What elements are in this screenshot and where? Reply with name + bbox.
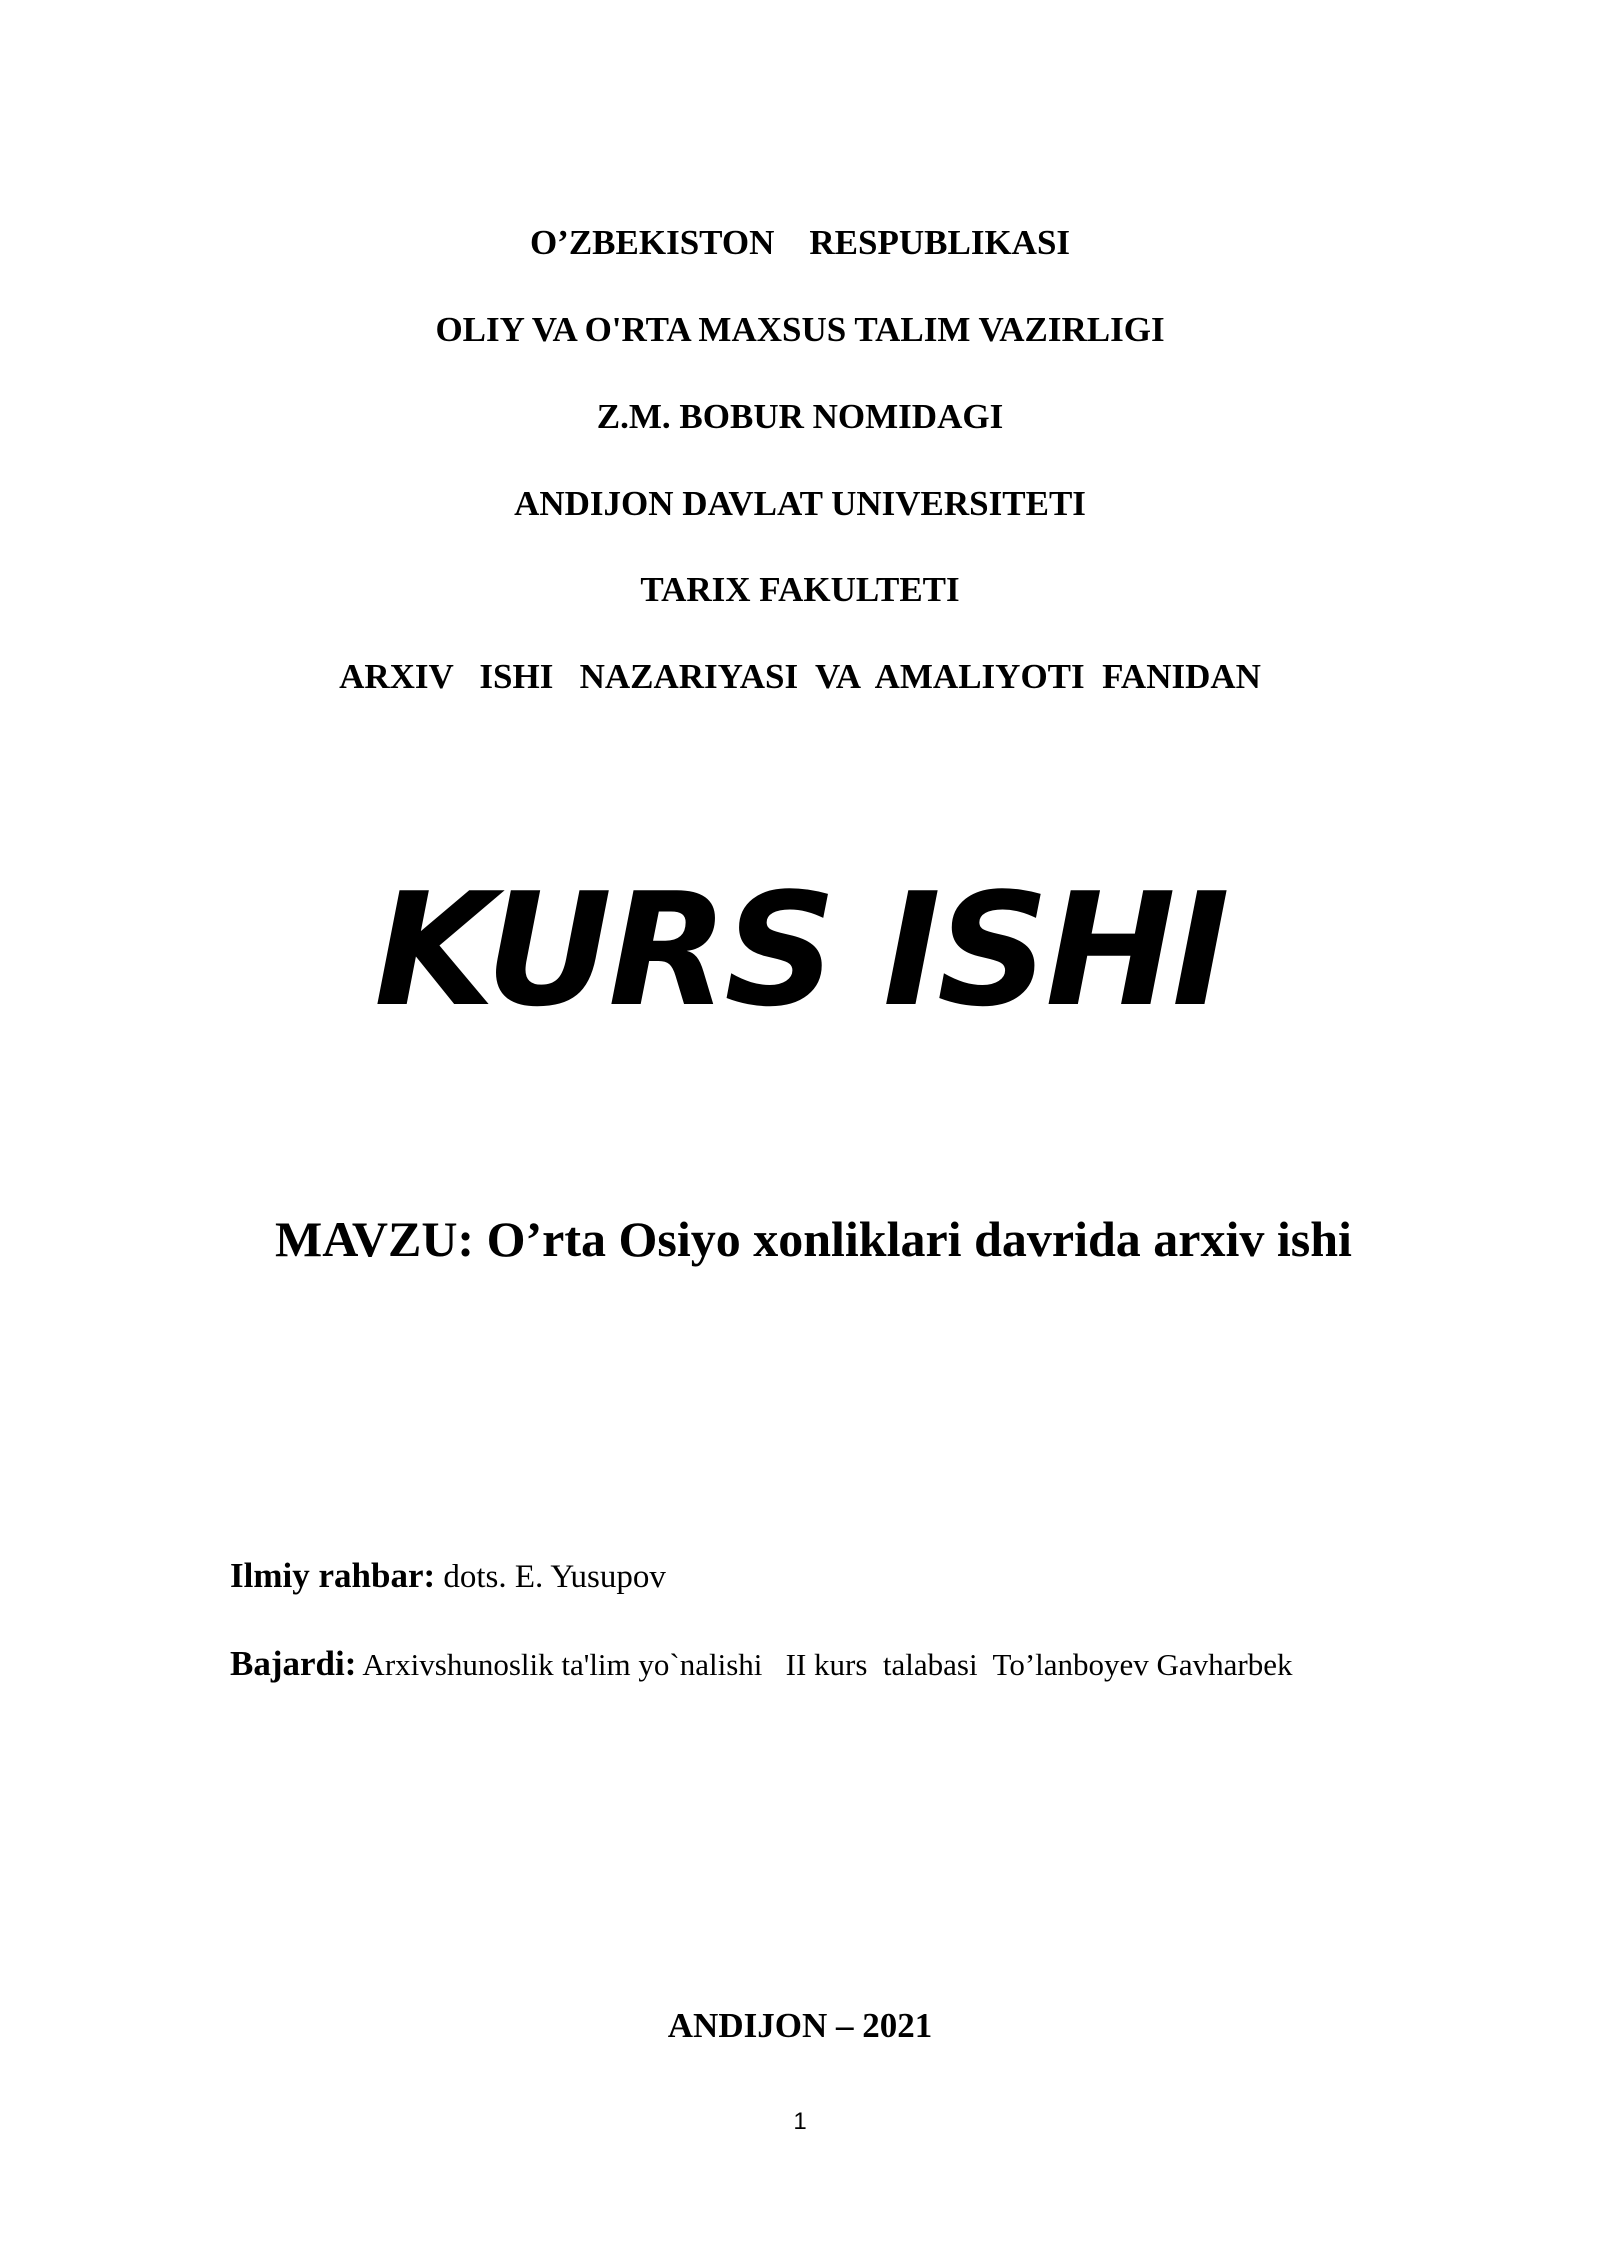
topic-line [275, 1210, 1352, 1268]
performer-label: Bajardi: [230, 1644, 357, 1683]
topic-label: MAVZU: [275, 1211, 475, 1267]
header-named-after: Z.M. BOBUR NOMIDAGI [596, 397, 1004, 436]
header-faculty: TARIX FAKULTETI [640, 570, 960, 609]
performer-value: Arxivshunoslik ta'lim yo`nalishi II kurs talabasi To’lanboyev Gavharbek [356, 1647, 1293, 1682]
document-title: KURS ISHI [374, 859, 1226, 1041]
topic-text: O’rta Osiyo xonliklari davrida arxiv ishi [474, 1211, 1352, 1267]
supervisor-value: dots. E. Yusupov [435, 1559, 666, 1595]
supervisor-line [230, 1556, 666, 1597]
header-university: ANDIJON DAVLAT UNIVERSITETI [514, 484, 1086, 523]
header-country: O’ZBEKISTON RESPUBLIKASI [529, 223, 1071, 262]
supervisor-label: Ilmiy rahbar: [230, 1556, 436, 1595]
header-subject: ARXIV ISHI NAZARIYASI VA AMALIYOTI FANIDAN [339, 657, 1261, 696]
page-number: 1 [793, 2108, 807, 2135]
header-ministry: OLIY VA O'RTA MAXSUS TALIM VAZIRLIGI [435, 310, 1165, 349]
city-year: ANDIJON – 2021 [667, 2006, 933, 2045]
performer-line [230, 1644, 1293, 1685]
